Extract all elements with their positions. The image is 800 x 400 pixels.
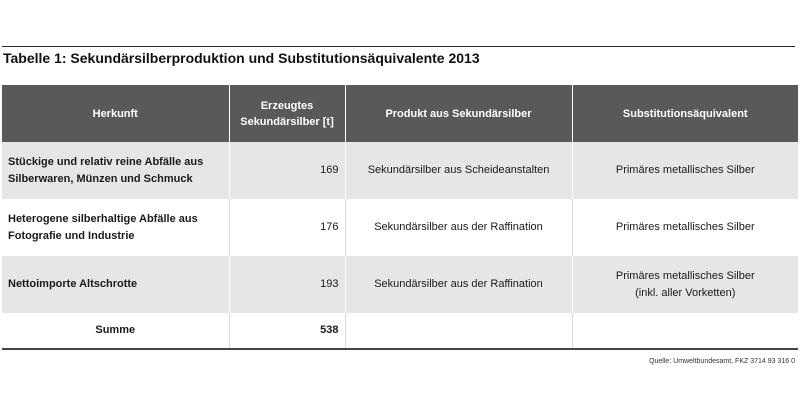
- substitution-line1: Primäres metallisches Silber: [615, 269, 755, 282]
- top-rule: [2, 46, 795, 47]
- origin-line2: Fotografie und Industrie: [8, 229, 135, 242]
- table-title: Tabelle 1: Sekundärsilberproduktion und Substitutionsäquivalente 2013: [3, 50, 480, 66]
- silver-production-table: [2, 85, 798, 350]
- cell-product: Sekundärsilber aus der Raffination: [345, 199, 572, 256]
- header-origin: Herkunft: [2, 85, 229, 142]
- header-amount: [229, 85, 345, 142]
- table-total-row: [2, 313, 798, 349]
- cell-product: Sekundärsilber aus Scheideanstalten: [345, 142, 572, 199]
- cell-product: Sekundärsilber aus der Raffination: [345, 256, 572, 313]
- table-header-row: [2, 85, 798, 142]
- substitution-line1: Primäres metallisches Silber: [615, 164, 755, 176]
- header-amount-line1: Erzeugtes: [260, 99, 314, 112]
- table-row: [2, 256, 798, 313]
- total-label: Summe: [2, 313, 229, 349]
- origin-line1: Nettoimporte Altschrotte: [8, 278, 138, 290]
- cell-origin: [2, 199, 229, 256]
- cell-origin: [2, 142, 229, 199]
- substitution-line1: Primäres metallisches Silber: [615, 221, 755, 233]
- header-substitution: Substitutionsäquivalent: [572, 85, 798, 142]
- cell-substitution: [572, 199, 798, 256]
- total-empty-cell: [345, 313, 572, 349]
- origin-line1: Heterogene silberhaltige Abfälle aus: [8, 212, 198, 225]
- cell-amount: 176: [229, 199, 345, 256]
- table-row: [2, 199, 798, 256]
- total-value: 538: [229, 313, 345, 349]
- origin-line1: Stückige und relativ reine Abfälle aus: [8, 155, 204, 168]
- cell-origin: [2, 256, 229, 313]
- source-note: Quelle: Umweltbundesamt, FKZ 3714 93 316 0: [649, 358, 795, 365]
- total-empty-cell: [572, 313, 798, 349]
- cell-substitution: [572, 256, 798, 313]
- table-row: [2, 142, 798, 199]
- header-amount-line2: Sekundärsilber [t]: [240, 115, 334, 128]
- origin-line2: Silberwaren, Münzen und Schmuck: [8, 172, 193, 185]
- cell-amount: 169: [229, 142, 345, 199]
- substitution-line2: (inkl. aller Vorketten): [635, 286, 736, 299]
- header-product: Produkt aus Sekundärsilber: [345, 85, 572, 142]
- cell-amount: 193: [229, 256, 345, 313]
- cell-substitution: [572, 142, 798, 199]
